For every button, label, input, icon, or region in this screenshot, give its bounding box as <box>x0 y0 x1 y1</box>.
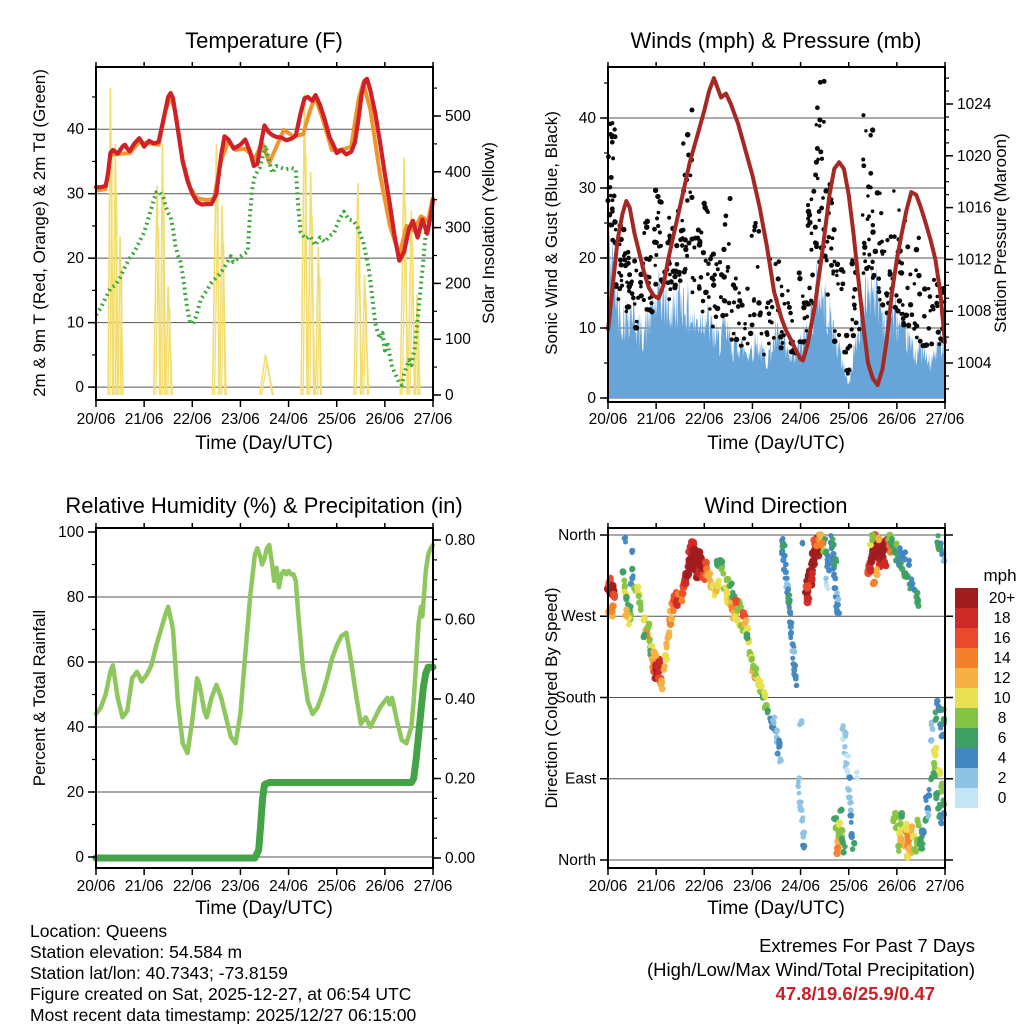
extremes-title: Extremes For Past 7 Days <box>759 935 975 956</box>
svg-text:0.60: 0.60 <box>445 611 476 629</box>
svg-text:North: North <box>558 526 596 544</box>
svg-text:40: 40 <box>66 121 84 139</box>
svg-text:20: 20 <box>66 250 84 268</box>
colorbar-swatch <box>955 628 978 648</box>
extremes-subtitle: (High/Low/Max Wind/Total Precipitation) <box>647 959 975 980</box>
winds-x-axis-label: Time (Day/UTC) <box>707 433 845 454</box>
svg-text:10: 10 <box>66 314 84 332</box>
colorbar-swatch <box>955 788 978 808</box>
svg-text:0.20: 0.20 <box>445 770 476 788</box>
svg-text:0.80: 0.80 <box>445 532 476 549</box>
sonic-wind-blue-area <box>608 228 945 398</box>
svg-text:24/06: 24/06 <box>269 878 308 895</box>
svg-text:23/06: 23/06 <box>733 411 772 428</box>
svg-text:27/06: 27/06 <box>413 878 453 895</box>
station-latlon: Station lat/lon: 40.7343; -73.8159 <box>30 963 288 983</box>
svg-text:80: 80 <box>66 589 84 606</box>
svg-text:6: 6 <box>997 730 1007 747</box>
colorbar-swatch <box>955 688 978 708</box>
svg-text:1012: 1012 <box>957 251 992 269</box>
temp-2m-red-line <box>96 79 433 261</box>
svg-text:26/06: 26/06 <box>365 878 405 895</box>
svg-text:0.40: 0.40 <box>445 691 476 708</box>
winds-pressure-chart-title: Winds (mph) & Pressure (mb) <box>630 28 922 53</box>
svg-text:20/06: 20/06 <box>588 878 628 895</box>
svg-text:8: 8 <box>997 710 1007 727</box>
svg-text:22/06: 22/06 <box>684 878 724 895</box>
svg-text:23/06: 23/06 <box>221 878 260 895</box>
svg-text:20: 20 <box>578 250 596 267</box>
svg-text:0.00: 0.00 <box>445 850 476 867</box>
svg-text:4: 4 <box>997 750 1007 767</box>
figure-created-timestamp: Figure created on Sat, 2025-12-27, at 06:54 UTC <box>30 984 412 1004</box>
svg-text:30: 30 <box>578 180 596 197</box>
svg-text:200: 200 <box>445 275 471 293</box>
relative-humidity-line <box>96 545 433 753</box>
svg-text:20+: 20+ <box>988 590 1016 607</box>
svg-text:1004: 1004 <box>957 355 992 372</box>
svg-text:2: 2 <box>997 770 1007 787</box>
wind-left-y-label: Sonic Wind & Gust (Blue, Black) <box>542 111 561 355</box>
svg-text:26/06: 26/06 <box>365 411 405 428</box>
svg-text:30: 30 <box>66 185 84 203</box>
svg-text:North: North <box>558 852 596 869</box>
svg-text:27/06: 27/06 <box>925 411 965 428</box>
svg-text:24/06: 24/06 <box>269 411 308 428</box>
station-location: Location: Queens <box>30 921 168 941</box>
svg-text:21/06: 21/06 <box>636 878 676 895</box>
svg-text:0: 0 <box>587 390 596 407</box>
svg-text:12: 12 <box>993 670 1011 687</box>
svg-text:27/06: 27/06 <box>925 878 965 895</box>
svg-text:40: 40 <box>66 719 84 736</box>
svg-text:22/06: 22/06 <box>172 411 212 428</box>
colorbar-swatch <box>955 728 978 748</box>
svg-text:300: 300 <box>445 219 471 237</box>
svg-text:0: 0 <box>997 790 1007 807</box>
temperature-plot-frame <box>96 67 433 400</box>
extremes-values: 47.8/19.6/25.9/0.47 <box>775 983 935 1004</box>
svg-text:18: 18 <box>993 610 1011 627</box>
extremes-block <box>647 934 975 1006</box>
svg-text:25/06: 25/06 <box>829 878 869 895</box>
rh-left-y-label: Percent & Total Rainfall <box>30 609 49 787</box>
svg-text:25/06: 25/06 <box>829 411 869 428</box>
rh-precip-chart-title: Relative Humidity (%) & Precipitation (in) <box>65 493 463 518</box>
svg-text:10: 10 <box>993 690 1011 707</box>
svg-text:1008: 1008 <box>957 303 992 321</box>
svg-text:0: 0 <box>445 387 454 404</box>
svg-text:26/06: 26/06 <box>877 411 917 428</box>
svg-text:25/06: 25/06 <box>317 411 357 428</box>
total-precip-line <box>96 667 433 858</box>
svg-text:West: West <box>560 608 596 626</box>
svg-text:20/06: 20/06 <box>76 878 116 895</box>
svg-text:40: 40 <box>578 110 596 127</box>
most-recent-data-timestamp: Most recent data timestamp: 2025/12/27 06:15:00 <box>30 1005 417 1024</box>
svg-text:South: South <box>555 689 596 707</box>
svg-text:14: 14 <box>993 650 1011 667</box>
svg-text:1020: 1020 <box>957 147 992 165</box>
svg-text:21/06: 21/06 <box>636 411 676 428</box>
colorbar-unit-label: mph <box>983 566 1017 585</box>
svg-text:16: 16 <box>993 630 1011 647</box>
colorbar-swatch <box>955 748 978 768</box>
svg-text:100: 100 <box>445 331 471 349</box>
svg-text:22/06: 22/06 <box>684 411 724 428</box>
svg-text:23/06: 23/06 <box>733 878 772 895</box>
svg-text:20/06: 20/06 <box>588 411 628 428</box>
solar-right-y-label: Solar Insolation (Yellow) <box>479 142 498 324</box>
colorbar-swatch <box>955 768 978 788</box>
svg-text:1024: 1024 <box>957 96 992 113</box>
station-elevation: Station elevation: 54.584 m <box>30 942 243 962</box>
svg-text:23/06: 23/06 <box>221 411 260 428</box>
pressure-right-y-label: Station Pressure (Maroon) <box>991 133 1010 333</box>
colorbar-swatch <box>955 668 978 688</box>
colorbar-swatch <box>955 708 978 728</box>
svg-text:10: 10 <box>578 320 596 337</box>
svg-text:21/06: 21/06 <box>124 411 164 428</box>
svg-text:27/06: 27/06 <box>413 411 453 428</box>
temperature-left-y-label: 2m & 9m T (Red, Orange) & 2m Td (Green) <box>30 69 49 397</box>
svg-text:0: 0 <box>75 379 84 397</box>
direction-left-y-label: Direction (Colored By Speed) <box>542 587 561 809</box>
svg-text:26/06: 26/06 <box>877 878 917 895</box>
temperature-chart-title: Temperature (F) <box>185 28 343 53</box>
wind-direction-chart-title: Wind Direction <box>704 493 848 518</box>
svg-text:20: 20 <box>66 784 84 801</box>
temperature-x-axis-label: Time (Day/UTC) <box>195 433 333 454</box>
colorbar-swatch <box>955 588 978 608</box>
svg-text:21/06: 21/06 <box>124 878 164 895</box>
svg-text:500: 500 <box>445 108 471 125</box>
svg-text:24/06: 24/06 <box>781 411 820 428</box>
svg-text:100: 100 <box>58 524 84 541</box>
svg-text:24/06: 24/06 <box>781 878 820 895</box>
wind-direction-x-axis-label: Time (Day/UTC) <box>707 898 845 919</box>
svg-text:60: 60 <box>66 654 84 671</box>
rh-x-axis-label: Time (Day/UTC) <box>195 898 333 919</box>
colorbar-swatch <box>955 608 978 628</box>
svg-text:400: 400 <box>445 163 471 181</box>
svg-text:25/06: 25/06 <box>317 878 357 895</box>
svg-text:East: East <box>564 770 596 788</box>
svg-text:22/06: 22/06 <box>172 878 212 895</box>
svg-text:1016: 1016 <box>957 199 992 217</box>
svg-text:0: 0 <box>75 849 84 866</box>
station-metadata-block <box>30 921 416 1024</box>
colorbar-swatch <box>955 648 978 668</box>
svg-text:20/06: 20/06 <box>76 411 116 428</box>
